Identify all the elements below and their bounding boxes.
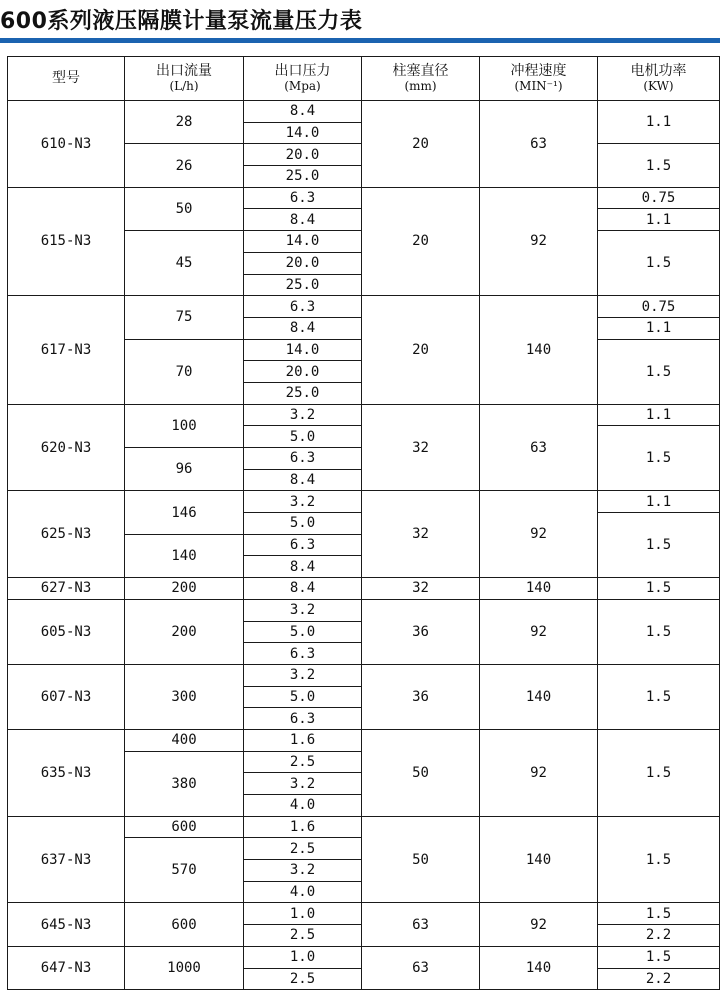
speed-cell: 140 [480,296,598,404]
pressure-cell: 3.2 [244,664,362,686]
power-cell: 1.5 [598,426,720,491]
diameter-cell: 32 [362,404,480,491]
header-flow: 出口流量 (L/h) [125,57,244,101]
pressure-cell: 1.6 [244,729,362,751]
diameter-cell: 63 [362,903,480,946]
table-row [8,404,720,426]
table-row [8,578,720,600]
model-cell: 625-N3 [8,491,125,578]
pressure-cell: 3.2 [244,860,362,882]
title-underline [0,38,720,43]
pressure-cell: 8.4 [244,101,362,123]
speed-cell: 63 [480,101,598,188]
table-row [8,101,720,123]
table-row [8,296,720,318]
pressure-cell: 3.2 [244,491,362,513]
flow-cell: 140 [125,534,244,577]
pressure-cell: 8.4 [244,317,362,339]
model-cell: 647-N3 [8,946,125,989]
header-speed: 冲程速度 (MIN⁻¹) [480,57,598,101]
table-row [8,664,720,686]
power-cell: 1.1 [598,491,720,513]
power-cell: 1.5 [598,816,720,903]
pressure-cell: 20.0 [244,144,362,166]
speed-cell: 92 [480,903,598,946]
pressure-cell: 3.2 [244,404,362,426]
power-cell: 2.2 [598,968,720,990]
diameter-cell: 20 [362,101,480,188]
pressure-cell: 5.0 [244,426,362,448]
pressure-cell: 5.0 [244,621,362,643]
pressure-cell: 6.3 [244,534,362,556]
power-cell: 1.1 [598,317,720,339]
pressure-cell: 3.2 [244,773,362,795]
flow-cell: 200 [125,578,244,600]
model-cell: 615-N3 [8,187,125,295]
flow-cell: 146 [125,491,244,534]
table-row [8,816,720,838]
power-cell: 1.5 [598,339,720,404]
power-cell: 1.1 [598,404,720,426]
pressure-cell: 3.2 [244,599,362,621]
pressure-cell: 6.3 [244,643,362,665]
speed-cell: 63 [480,404,598,491]
power-cell: 1.5 [598,946,720,968]
pressure-cell: 4.0 [244,795,362,817]
diameter-cell: 20 [362,187,480,295]
power-cell: 2.2 [598,925,720,947]
pressure-cell: 5.0 [244,513,362,535]
table-row [8,599,720,621]
model-cell: 605-N3 [8,599,125,664]
pressure-cell: 20.0 [244,252,362,274]
speed-cell: 140 [480,946,598,989]
spec-table-body [8,101,720,990]
pressure-cell: 8.4 [244,469,362,491]
flow-cell: 400 [125,729,244,751]
flow-cell: 28 [125,101,244,144]
flow-cell: 45 [125,231,244,296]
pressure-cell: 2.5 [244,838,362,860]
flow-cell: 200 [125,599,244,664]
pressure-cell: 1.0 [244,946,362,968]
power-cell: 1.1 [598,101,720,144]
speed-cell: 140 [480,816,598,903]
model-cell: 645-N3 [8,903,125,946]
model-cell: 635-N3 [8,729,125,816]
power-cell: 1.5 [598,664,720,729]
pressure-cell: 8.4 [244,556,362,578]
pressure-cell: 8.4 [244,209,362,231]
flow-cell: 570 [125,838,244,903]
power-cell: 1.5 [598,513,720,578]
header-pressure: 出口压力 (Mpa) [244,57,362,101]
pressure-cell: 5.0 [244,686,362,708]
pressure-cell: 25.0 [244,166,362,188]
header-row [8,57,720,101]
pressure-cell: 2.5 [244,751,362,773]
pressure-cell: 6.3 [244,448,362,470]
flow-cell: 300 [125,664,244,729]
diameter-cell: 20 [362,296,480,404]
flow-cell: 380 [125,751,244,816]
speed-cell: 92 [480,729,598,816]
flow-cell: 100 [125,404,244,447]
pressure-cell: 4.0 [244,881,362,903]
power-cell: 0.75 [598,187,720,209]
speed-cell: 92 [480,491,598,578]
pressure-cell: 14.0 [244,231,362,253]
model-cell: 617-N3 [8,296,125,404]
model-cell: 637-N3 [8,816,125,903]
power-cell: 1.5 [598,903,720,925]
model-cell: 620-N3 [8,404,125,491]
diameter-cell: 50 [362,729,480,816]
speed-cell: 92 [480,599,598,664]
table-row [8,729,720,751]
pressure-cell: 6.3 [244,708,362,730]
diameter-cell: 32 [362,491,480,578]
table-row [8,903,720,925]
spec-table [7,56,720,990]
diameter-cell: 50 [362,816,480,903]
flow-cell: 96 [125,448,244,491]
power-cell: 1.5 [598,231,720,296]
diameter-cell: 32 [362,578,480,600]
page-title: 600系列液压隔膜计量泵流量压力表 [0,9,363,34]
table-row [8,187,720,209]
pressure-cell: 25.0 [244,382,362,404]
diameter-cell: 63 [362,946,480,989]
flow-cell: 600 [125,903,244,946]
model-cell: 610-N3 [8,101,125,188]
flow-cell: 70 [125,339,244,404]
table-row [8,491,720,513]
flow-cell: 600 [125,816,244,838]
speed-cell: 92 [480,187,598,295]
power-cell: 0.75 [598,296,720,318]
pressure-cell: 6.3 [244,187,362,209]
flow-cell: 50 [125,187,244,230]
pressure-cell: 20.0 [244,361,362,383]
power-cell: 1.5 [598,599,720,664]
flow-cell: 1000 [125,946,244,989]
model-cell: 627-N3 [8,578,125,600]
pressure-cell: 14.0 [244,339,362,361]
pressure-cell: 1.6 [244,816,362,838]
table-row [8,946,720,968]
speed-cell: 140 [480,578,598,600]
pressure-cell: 2.5 [244,968,362,990]
power-cell: 1.1 [598,209,720,231]
pressure-cell: 2.5 [244,925,362,947]
header-diameter: 柱塞直径 (mm) [362,57,480,101]
pressure-cell: 6.3 [244,296,362,318]
header-power: 电机功率 (KW) [598,57,720,101]
power-cell: 1.5 [598,144,720,187]
diameter-cell: 36 [362,599,480,664]
pressure-cell: 14.0 [244,122,362,144]
pressure-cell: 1.0 [244,903,362,925]
pressure-cell: 8.4 [244,578,362,600]
pressure-cell: 25.0 [244,274,362,296]
model-cell: 607-N3 [8,664,125,729]
flow-cell: 26 [125,144,244,187]
power-cell: 1.5 [598,578,720,600]
diameter-cell: 36 [362,664,480,729]
header-model: 型号 [8,57,125,101]
speed-cell: 140 [480,664,598,729]
power-cell: 1.5 [598,729,720,816]
flow-cell: 75 [125,296,244,339]
